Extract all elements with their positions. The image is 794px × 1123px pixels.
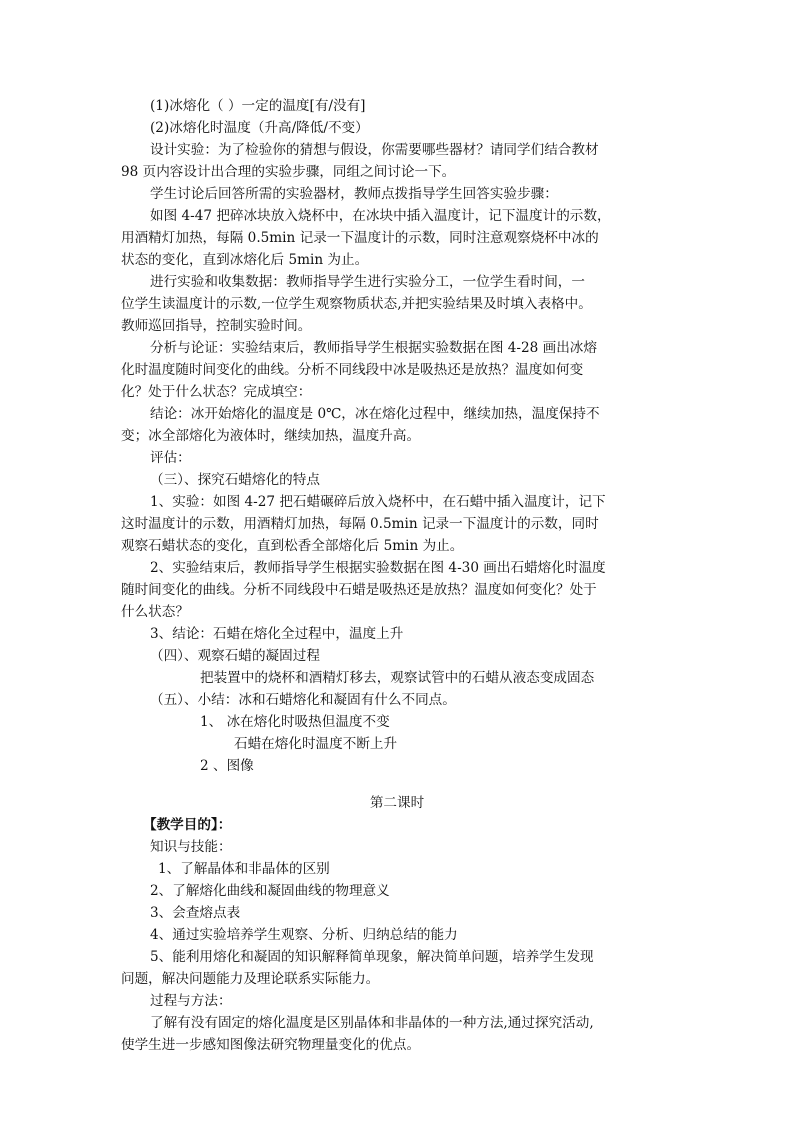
text-line: 如图 4-47 把碎冰块放入烧杯中，在冰块中插入温度计，记下温度计的示数， <box>150 208 611 224</box>
text-line: 化？处于什么状态？完成填空： <box>121 384 312 400</box>
text-line: 设计实验：为了检验你的猜想与假设，你需要哪些器材？请同学们结合教材 <box>150 142 599 158</box>
text-line: 2 、图像 <box>200 758 254 774</box>
text-line: 学生讨论后回答所需的实验器材，教师点拨指导学生回答实验步骤： <box>150 186 558 202</box>
text-line: 随时间变化的曲线。分析不同线段中石蜡是吸热还是放热？温度如何变化？处于 <box>121 582 597 598</box>
text-line: 2、实验结束后，教师指导学生根据实验数据在图 4-30 画出石蜡熔化时温度 <box>150 560 606 576</box>
text-line: 结论：冰开始熔化的温度是 0℃，冰在熔化过程中，继续加热，温度保持不 <box>150 406 600 422</box>
text-line: 使学生进一步感知图像法研究物理量变化的优点。 <box>121 1037 421 1053</box>
text-line: 2、了解熔化曲线和凝固曲线的物理意义 <box>150 883 390 899</box>
text-line: (2)冰熔化时温度（升高/降低/不变） <box>150 120 369 136</box>
text-line: 了解有没有固定的熔化温度是区别晶体和非晶体的一种方法,通过探究活动, <box>150 1015 594 1031</box>
text-line: 98 页内容设计出合理的实验步骤，同组之间讨论一下。 <box>121 164 456 180</box>
text-line: 1、了解晶体和非晶体的区别 <box>158 861 330 877</box>
text-line: 3、会查熔点表 <box>150 905 241 921</box>
section-title: 第二课时 <box>369 795 425 811</box>
text-line: (1)冰熔化（ ）一定的温度[有/没有] <box>150 98 366 114</box>
text-line: 3、结论：石蜡在熔化全过程中，温度上升 <box>150 626 404 642</box>
text-line: 化时温度随时间变化的曲线。分析不同线段中冰是吸热还是放热？温度如何变 <box>121 362 584 378</box>
text-line: 状态的变化，直到冰熔化后 5min 为止。 <box>121 252 369 268</box>
section-heading: （四）、观察石蜡的凝固过程 <box>150 648 320 664</box>
text-line: 过程与方法： <box>150 993 232 1009</box>
text-line: 知识与技能： <box>150 839 232 855</box>
text-line: 用酒精灯加热，每隔 0.5min 记录一下温度计的示数，同时注意观察烧杯中冰的 <box>121 230 599 246</box>
text-line: 什么状态？ <box>121 604 189 620</box>
text-line: 问题，解决问题能力及理论联系实际能力。 <box>121 971 380 987</box>
text-line: 分析与论证：实验结束后，教师指导学生根据实验数据在图 4-28 画出冰熔 <box>150 340 597 356</box>
text-line: 位学生读温度计的示数,一位学生观察物质状态,并把实验结果及时填入表格中。 <box>121 296 592 312</box>
text-line: 4、通过实验培养学生观察、分析、归纳总结的能力 <box>150 927 458 943</box>
heading-objectives: 【教学目的】： <box>143 817 232 833</box>
section-heading: （三）、探究石蜡熔化的特点 <box>150 472 320 488</box>
section-heading: （五）、小结：冰和石蜡熔化和凝固有什么不同点。 <box>150 692 456 708</box>
text-line: 评估： <box>150 450 191 466</box>
text-line: 把装置中的烧杯和酒精灯移去，观察试管中的石蜡从液态变成固态 <box>200 670 595 686</box>
text-line: 这时温度计的示数，用酒精灯加热，每隔 0.5min 记录一下温度计的示数，同时 <box>121 516 599 532</box>
text-line: 1、 冰在熔化时吸热但温度不变 <box>200 714 390 730</box>
text-line: 变；冰全部熔化为液体时，继续加热，温度升高。 <box>121 428 421 444</box>
text-line: 5、能利用熔化和凝固的知识解释简单现象，解决简单问题，培养学生发现 <box>150 949 594 965</box>
text-line: 观察石蜡状态的变化，直到松香全部熔化后 5min 为止。 <box>121 538 464 554</box>
text-line: 石蜡在熔化时温度不断上升 <box>234 736 398 752</box>
text-line: 进行实验和收集数据：教师指导学生进行实验分工，一位学生看时间，一 <box>150 274 585 290</box>
text-line: 教师巡回指导，控制实验时间。 <box>121 318 312 334</box>
text-line: 1、实验：如图 4-27 把石蜡碾碎后放入烧杯中，在石蜡中插入温度计，记下 <box>150 494 606 510</box>
